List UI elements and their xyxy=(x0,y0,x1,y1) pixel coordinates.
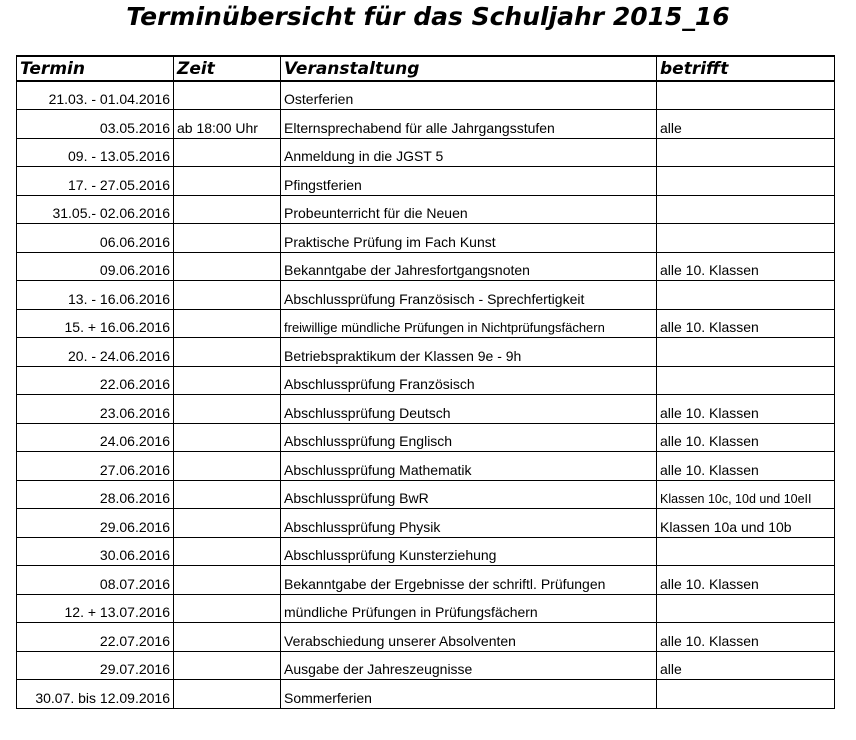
table-row xyxy=(17,81,835,110)
column-header-betrifft: betrifft xyxy=(657,56,835,81)
cell-termin: 27.06.2016 xyxy=(17,452,174,481)
cell-betrifft: alle 10. Klassen xyxy=(657,309,835,338)
column-header-zeit: Zeit xyxy=(174,56,281,81)
table-row xyxy=(17,252,835,281)
cell-betrifft: alle 10. Klassen xyxy=(657,423,835,452)
table-row xyxy=(17,366,835,395)
cell-veranstaltung: Abschlussprüfung BwR xyxy=(281,480,657,509)
table-row xyxy=(17,110,835,139)
cell-zeit: ab 18:00 Uhr xyxy=(174,110,281,139)
cell-veranstaltung: Bekanntgabe der Jahresfortgangsnoten xyxy=(281,252,657,281)
cell-termin: 30.06.2016 xyxy=(17,537,174,566)
column-header-veranstaltung: Veranstaltung xyxy=(281,56,657,81)
table-row xyxy=(17,309,835,338)
cell-betrifft: alle 10. Klassen xyxy=(657,252,835,281)
cell-termin: 31.05.- 02.06.2016 xyxy=(17,195,174,224)
table-row xyxy=(17,167,835,196)
cell-veranstaltung: Sommerferien xyxy=(281,680,657,709)
cell-termin: 17. - 27.05.2016 xyxy=(17,167,174,196)
cell-betrifft xyxy=(657,366,835,395)
table-row xyxy=(17,651,835,680)
cell-veranstaltung: Osterferien xyxy=(281,81,657,110)
table-row xyxy=(17,509,835,538)
cell-zeit xyxy=(174,566,281,595)
cell-veranstaltung: mündliche Prüfungen in Prüfungsfächern xyxy=(281,594,657,623)
table-row xyxy=(17,452,835,481)
schedule-table xyxy=(16,55,835,709)
cell-termin: 13. - 16.06.2016 xyxy=(17,281,174,310)
cell-termin: 06.06.2016 xyxy=(17,224,174,253)
cell-termin: 12. + 13.07.2016 xyxy=(17,594,174,623)
cell-zeit xyxy=(174,224,281,253)
cell-veranstaltung: Verabschiedung unserer Absolventen xyxy=(281,623,657,652)
cell-termin: 30.07. bis 12.09.2016 xyxy=(17,680,174,709)
cell-betrifft: alle 10. Klassen xyxy=(657,395,835,424)
cell-termin: 20. - 24.06.2016 xyxy=(17,338,174,367)
cell-veranstaltung: Abschlussprüfung Kunsterziehung xyxy=(281,537,657,566)
table-row xyxy=(17,480,835,509)
cell-veranstaltung: Abschlussprüfung Physik xyxy=(281,509,657,538)
table-row xyxy=(17,195,835,224)
cell-termin: 09.06.2016 xyxy=(17,252,174,281)
cell-termin: 28.06.2016 xyxy=(17,480,174,509)
cell-zeit xyxy=(174,195,281,224)
table-row xyxy=(17,623,835,652)
cell-zeit xyxy=(174,651,281,680)
cell-betrifft xyxy=(657,195,835,224)
column-header-termin: Termin xyxy=(17,56,174,81)
cell-zeit xyxy=(174,423,281,452)
cell-veranstaltung: Praktische Prüfung im Fach Kunst xyxy=(281,224,657,253)
cell-zeit xyxy=(174,509,281,538)
cell-veranstaltung: Abschlussprüfung Englisch xyxy=(281,423,657,452)
cell-zeit xyxy=(174,252,281,281)
cell-betrifft xyxy=(657,224,835,253)
cell-veranstaltung: freiwillige mündliche Prüfungen in Nichtprüfungsfächern xyxy=(281,309,657,338)
cell-veranstaltung: Bekanntgabe der Ergebnisse der schriftl. Prüfungen xyxy=(281,566,657,595)
cell-betrifft xyxy=(657,281,835,310)
cell-zeit xyxy=(174,309,281,338)
table-row xyxy=(17,423,835,452)
cell-betrifft xyxy=(657,167,835,196)
page-title: Terminübersicht für das Schuljahr 2015_16 xyxy=(126,2,730,31)
cell-veranstaltung: Abschlussprüfung Französisch - Sprechfertigkeit xyxy=(281,281,657,310)
table-row xyxy=(17,338,835,367)
cell-zeit xyxy=(174,138,281,167)
cell-zeit xyxy=(174,395,281,424)
cell-termin: 29.06.2016 xyxy=(17,509,174,538)
cell-betrifft: alle xyxy=(657,110,835,139)
cell-zeit xyxy=(174,594,281,623)
table-row xyxy=(17,537,835,566)
cell-betrifft xyxy=(657,594,835,623)
cell-betrifft: alle 10. Klassen xyxy=(657,566,835,595)
cell-betrifft: Klassen 10c, 10d und 10eII xyxy=(657,480,835,509)
cell-betrifft: alle 10. Klassen xyxy=(657,452,835,481)
cell-betrifft: alle 10. Klassen xyxy=(657,623,835,652)
cell-veranstaltung: Pfingstferien xyxy=(281,167,657,196)
cell-betrifft: alle xyxy=(657,651,835,680)
table-row xyxy=(17,395,835,424)
cell-termin: 09. - 13.05.2016 xyxy=(17,138,174,167)
table-row xyxy=(17,281,835,310)
cell-termin: 08.07.2016 xyxy=(17,566,174,595)
cell-betrifft: Klassen 10a und 10b xyxy=(657,509,835,538)
table-row xyxy=(17,594,835,623)
table-header-row xyxy=(17,56,835,81)
cell-zeit xyxy=(174,366,281,395)
cell-veranstaltung: Probeunterricht für die Neuen xyxy=(281,195,657,224)
cell-veranstaltung: Elternsprechabend für alle Jahrgangsstufen xyxy=(281,110,657,139)
table-row xyxy=(17,680,835,709)
cell-veranstaltung: Abschlussprüfung Mathematik xyxy=(281,452,657,481)
cell-betrifft xyxy=(657,680,835,709)
cell-veranstaltung: Anmeldung in die JGST 5 xyxy=(281,138,657,167)
cell-veranstaltung: Betriebspraktikum der Klassen 9e - 9h xyxy=(281,338,657,367)
cell-termin: 29.07.2016 xyxy=(17,651,174,680)
cell-termin: 22.06.2016 xyxy=(17,366,174,395)
cell-veranstaltung: Ausgabe der Jahreszeugnisse xyxy=(281,651,657,680)
cell-termin: 03.05.2016 xyxy=(17,110,174,139)
cell-betrifft xyxy=(657,338,835,367)
cell-zeit xyxy=(174,680,281,709)
cell-zeit xyxy=(174,167,281,196)
cell-zeit xyxy=(174,623,281,652)
cell-betrifft xyxy=(657,537,835,566)
table-row xyxy=(17,224,835,253)
cell-veranstaltung: Abschlussprüfung Deutsch xyxy=(281,395,657,424)
cell-termin: 15. + 16.06.2016 xyxy=(17,309,174,338)
cell-termin: 24.06.2016 xyxy=(17,423,174,452)
table-row xyxy=(17,566,835,595)
cell-zeit xyxy=(174,480,281,509)
cell-betrifft xyxy=(657,81,835,110)
cell-zeit xyxy=(174,537,281,566)
cell-termin: 22.07.2016 xyxy=(17,623,174,652)
cell-zeit xyxy=(174,281,281,310)
cell-zeit xyxy=(174,452,281,481)
table-row xyxy=(17,138,835,167)
cell-zeit xyxy=(174,81,281,110)
cell-veranstaltung: Abschlussprüfung Französisch xyxy=(281,366,657,395)
cell-termin: 23.06.2016 xyxy=(17,395,174,424)
cell-zeit xyxy=(174,338,281,367)
cell-termin: 21.03. - 01.04.2016 xyxy=(17,81,174,110)
cell-betrifft xyxy=(657,138,835,167)
